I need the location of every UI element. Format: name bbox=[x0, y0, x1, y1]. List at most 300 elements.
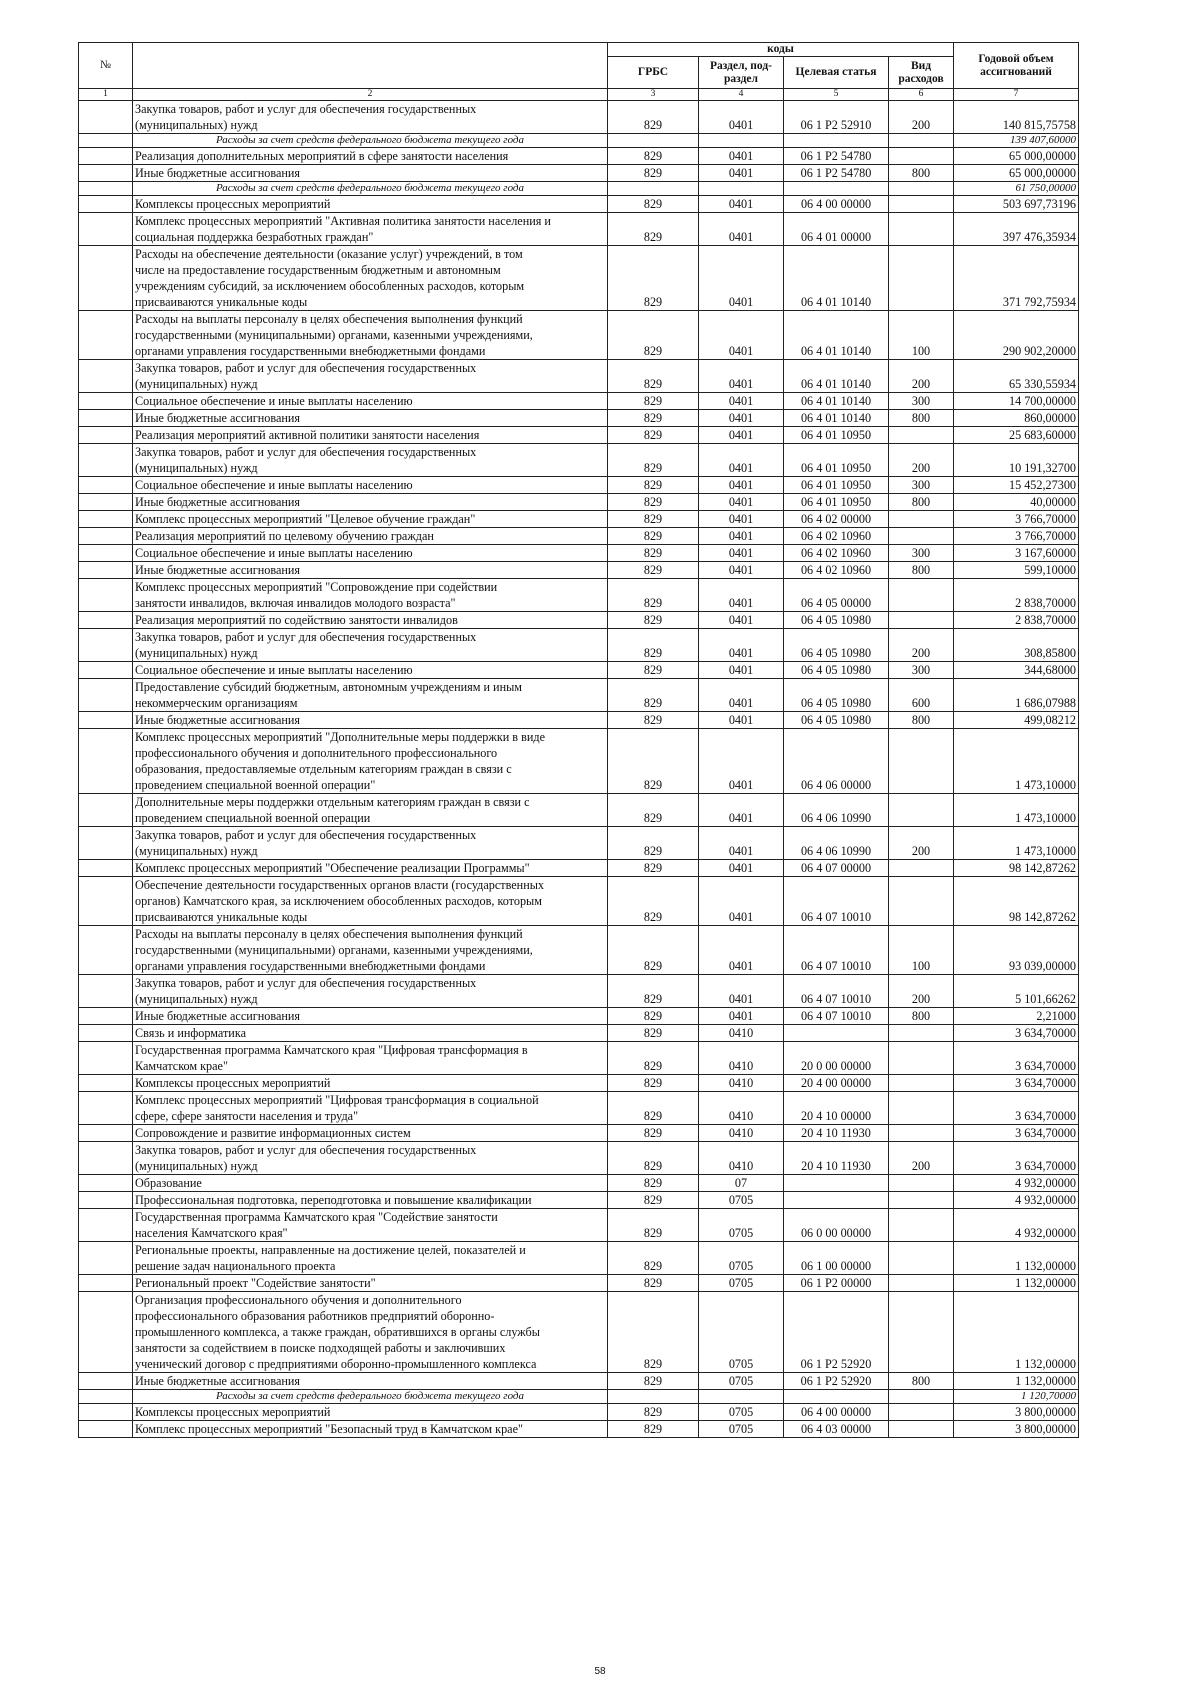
header-codes: коды bbox=[608, 43, 954, 57]
table-row bbox=[79, 545, 1079, 562]
target-article-cell: 06 4 06 10990 bbox=[784, 794, 889, 827]
header-name bbox=[133, 43, 608, 89]
target-article-cell: 06 4 01 10950 bbox=[784, 477, 889, 494]
annual-amount-cell: 3 634,70000 bbox=[954, 1042, 1079, 1075]
table-row bbox=[79, 511, 1079, 528]
row-number-cell bbox=[79, 360, 133, 393]
row-number-cell bbox=[79, 477, 133, 494]
table-row bbox=[79, 1175, 1079, 1192]
table-row bbox=[79, 975, 1079, 1008]
table-row bbox=[79, 1092, 1079, 1125]
expense-kind-cell: 200 bbox=[889, 360, 954, 393]
expense-name-cell: Региональные проекты, направленные на достижение целей, показателей и решение задач национального проекта bbox=[133, 1242, 608, 1275]
expense-kind-cell bbox=[889, 1175, 954, 1192]
table-row bbox=[79, 562, 1079, 579]
target-article-cell: 06 1 P2 54780 bbox=[784, 165, 889, 182]
table-row bbox=[79, 1292, 1079, 1373]
expense-name-cell: Комплекс процессных мероприятий "Обеспечение реализации Программы" bbox=[133, 860, 608, 877]
federal-budget-label: Расходы за счет средств федерального бюджета текущего года bbox=[133, 1390, 608, 1404]
target-article-cell: 06 4 01 10140 bbox=[784, 393, 889, 410]
row-number-cell bbox=[79, 827, 133, 860]
section-cell: 07 bbox=[699, 1175, 784, 1192]
grbs-cell: 829 bbox=[608, 393, 699, 410]
grbs-cell: 829 bbox=[608, 1404, 699, 1421]
expense-kind-cell: 800 bbox=[889, 410, 954, 427]
expense-name-cell: Социальное обеспечение и иные выплаты населению bbox=[133, 477, 608, 494]
table-row bbox=[79, 528, 1079, 545]
target-article-cell: 20 4 00 00000 bbox=[784, 1075, 889, 1092]
grbs-cell bbox=[608, 1390, 699, 1404]
expense-name-cell: Иные бюджетные ассигнования bbox=[133, 1373, 608, 1390]
expense-kind-cell bbox=[889, 1209, 954, 1242]
grbs-cell: 829 bbox=[608, 311, 699, 360]
expense-kind-cell bbox=[889, 196, 954, 213]
target-article-cell: 06 4 01 00000 bbox=[784, 213, 889, 246]
grbs-cell: 829 bbox=[608, 975, 699, 1008]
annual-amount-cell: 308,85800 bbox=[954, 629, 1079, 662]
target-article-cell: 06 4 02 10960 bbox=[784, 528, 889, 545]
target-article-cell: 06 4 07 10010 bbox=[784, 877, 889, 926]
expense-name-cell: Реализация дополнительных мероприятий в сфере занятости населения bbox=[133, 148, 608, 165]
expense-kind-cell: 200 bbox=[889, 629, 954, 662]
row-number-cell bbox=[79, 662, 133, 679]
expense-kind-cell: 300 bbox=[889, 393, 954, 410]
expense-name-cell: Комплексы процессных мероприятий bbox=[133, 196, 608, 213]
section-cell: 0410 bbox=[699, 1075, 784, 1092]
annual-amount-cell: 4 932,00000 bbox=[954, 1209, 1079, 1242]
expense-kind-cell bbox=[889, 148, 954, 165]
target-article-cell bbox=[784, 134, 889, 148]
expense-kind-cell: 200 bbox=[889, 827, 954, 860]
target-article-cell: 06 4 05 10980 bbox=[784, 662, 889, 679]
row-number-cell bbox=[79, 1042, 133, 1075]
expense-kind-cell bbox=[889, 1075, 954, 1092]
table-row bbox=[79, 410, 1079, 427]
expense-kind-cell: 800 bbox=[889, 712, 954, 729]
expense-name-cell: Социальное обеспечение и иные выплаты населению bbox=[133, 662, 608, 679]
row-number-cell bbox=[79, 1292, 133, 1373]
table-row bbox=[79, 860, 1079, 877]
row-number-cell bbox=[79, 1075, 133, 1092]
table-row bbox=[79, 712, 1079, 729]
row-number-cell bbox=[79, 794, 133, 827]
expense-kind-cell bbox=[889, 612, 954, 629]
expense-kind-cell bbox=[889, 729, 954, 794]
expense-name-cell: Закупка товаров, работ и услуг для обеспечения государственных (муниципальных) нужд bbox=[133, 629, 608, 662]
target-article-cell: 06 4 01 10950 bbox=[784, 444, 889, 477]
expense-kind-cell bbox=[889, 1275, 954, 1292]
annual-amount-cell: 3 634,70000 bbox=[954, 1075, 1079, 1092]
expense-name-cell: Закупка товаров, работ и услуг для обеспечения государственных (муниципальных) нужд bbox=[133, 827, 608, 860]
grbs-cell: 829 bbox=[608, 196, 699, 213]
section-cell bbox=[699, 1390, 784, 1404]
annual-amount-cell: 860,00000 bbox=[954, 410, 1079, 427]
grbs-cell: 829 bbox=[608, 148, 699, 165]
expense-name-cell: Государственная программа Камчатского края "Цифровая трансформация в Камчатском крае" bbox=[133, 1042, 608, 1075]
budget-table bbox=[78, 42, 1079, 1438]
target-article-cell: 06 4 02 10960 bbox=[784, 545, 889, 562]
expense-name-cell: Расходы на выплаты персоналу в целях обеспечения выполнения функций государственными (муниципальными) органами, казенными учреждениями, органами управления государственными внебюджетными фондами bbox=[133, 311, 608, 360]
annual-amount-cell: 371 792,75934 bbox=[954, 246, 1079, 311]
target-article-cell: 06 4 07 10010 bbox=[784, 1008, 889, 1025]
section-cell: 0401 bbox=[699, 311, 784, 360]
section-cell: 0410 bbox=[699, 1125, 784, 1142]
section-cell: 0401 bbox=[699, 1008, 784, 1025]
table-row bbox=[79, 794, 1079, 827]
grbs-cell: 829 bbox=[608, 612, 699, 629]
grbs-cell: 829 bbox=[608, 1142, 699, 1175]
grbs-cell: 829 bbox=[608, 712, 699, 729]
target-article-cell: 06 1 P2 52920 bbox=[784, 1373, 889, 1390]
target-article-cell: 06 1 P2 52920 bbox=[784, 1292, 889, 1373]
row-number-cell bbox=[79, 1142, 133, 1175]
table-row bbox=[79, 1142, 1079, 1175]
annual-amount-cell: 1 473,10000 bbox=[954, 794, 1079, 827]
annual-amount-cell: 503 697,73196 bbox=[954, 196, 1079, 213]
row-number-cell bbox=[79, 148, 133, 165]
grbs-cell: 829 bbox=[608, 827, 699, 860]
target-article-cell: 06 4 05 10980 bbox=[784, 712, 889, 729]
expense-kind-cell bbox=[889, 794, 954, 827]
expense-kind-cell bbox=[889, 182, 954, 196]
row-number-cell bbox=[79, 1275, 133, 1292]
expense-name-cell: Закупка товаров, работ и услуг для обеспечения государственных (муниципальных) нужд bbox=[133, 360, 608, 393]
section-cell: 0401 bbox=[699, 877, 784, 926]
grbs-cell: 829 bbox=[608, 360, 699, 393]
section-cell: 0401 bbox=[699, 562, 784, 579]
table-row bbox=[79, 1192, 1079, 1209]
target-article-cell: 20 4 10 11930 bbox=[784, 1125, 889, 1142]
grbs-cell: 829 bbox=[608, 1242, 699, 1275]
section-cell: 0401 bbox=[699, 511, 784, 528]
expense-kind-cell: 800 bbox=[889, 165, 954, 182]
annual-amount-cell: 65 000,00000 bbox=[954, 148, 1079, 165]
table-row bbox=[79, 1275, 1079, 1292]
table-row bbox=[79, 165, 1079, 182]
row-number-cell bbox=[79, 1192, 133, 1209]
col-number: 5 bbox=[784, 89, 889, 101]
grbs-cell: 829 bbox=[608, 860, 699, 877]
federal-budget-amount: 1 120,70000 bbox=[954, 1390, 1079, 1404]
table-row bbox=[79, 360, 1079, 393]
annual-amount-cell: 397 476,35934 bbox=[954, 213, 1079, 246]
table-row bbox=[79, 612, 1079, 629]
expense-kind-cell bbox=[889, 511, 954, 528]
target-article-cell: 06 4 01 10950 bbox=[784, 494, 889, 511]
row-number-cell bbox=[79, 246, 133, 311]
expense-kind-cell bbox=[889, 427, 954, 444]
grbs-cell bbox=[608, 182, 699, 196]
expense-kind-cell bbox=[889, 246, 954, 311]
expense-kind-cell: 100 bbox=[889, 311, 954, 360]
annual-amount-cell: 1 686,07988 bbox=[954, 679, 1079, 712]
grbs-cell: 829 bbox=[608, 1209, 699, 1242]
target-article-cell: 06 4 00 00000 bbox=[784, 196, 889, 213]
row-number-cell bbox=[79, 629, 133, 662]
expense-kind-cell bbox=[889, 579, 954, 612]
expense-kind-cell bbox=[889, 213, 954, 246]
expense-name-cell: Региональный проект "Содействие занятости" bbox=[133, 1275, 608, 1292]
grbs-cell: 829 bbox=[608, 444, 699, 477]
section-cell: 0705 bbox=[699, 1404, 784, 1421]
expense-name-cell: Комплексы процессных мероприятий bbox=[133, 1075, 608, 1092]
section-cell: 0401 bbox=[699, 360, 784, 393]
target-article-cell: 06 4 05 10980 bbox=[784, 629, 889, 662]
section-cell: 0401 bbox=[699, 148, 784, 165]
annual-amount-cell: 3 800,00000 bbox=[954, 1421, 1079, 1438]
section-cell: 0705 bbox=[699, 1192, 784, 1209]
annual-amount-cell: 65 000,00000 bbox=[954, 165, 1079, 182]
row-number-cell bbox=[79, 562, 133, 579]
table-row bbox=[79, 827, 1079, 860]
annual-amount-cell: 4 932,00000 bbox=[954, 1192, 1079, 1209]
table-row bbox=[79, 1242, 1079, 1275]
row-number-cell bbox=[79, 1404, 133, 1421]
row-number-cell bbox=[79, 975, 133, 1008]
row-number-cell bbox=[79, 165, 133, 182]
expense-kind-cell: 200 bbox=[889, 444, 954, 477]
expense-name-cell: Закупка товаров, работ и услуг для обеспечения государственных (муниципальных) нужд bbox=[133, 444, 608, 477]
section-cell: 0401 bbox=[699, 612, 784, 629]
target-article-cell: 06 1 P2 54780 bbox=[784, 148, 889, 165]
annual-amount-cell: 15 452,27300 bbox=[954, 477, 1079, 494]
target-article-cell: 06 4 01 10140 bbox=[784, 246, 889, 311]
expense-kind-cell bbox=[889, 1192, 954, 1209]
expense-name-cell: Социальное обеспечение и иные выплаты населению bbox=[133, 393, 608, 410]
header-target-article: Целевая статья bbox=[784, 57, 889, 89]
header-expense-kind: Вид расходов bbox=[889, 57, 954, 89]
expense-kind-cell: 800 bbox=[889, 1373, 954, 1390]
expense-name-cell: Закупка товаров, работ и услуг для обеспечения государственных (муниципальных) нужд bbox=[133, 101, 608, 134]
expense-name-cell: Комплекс процессных мероприятий "Сопровождение при содействии занятости инвалидов, включая инвалидов молодого возраста" bbox=[133, 579, 608, 612]
table-row bbox=[79, 729, 1079, 794]
target-article-cell: 06 4 05 00000 bbox=[784, 579, 889, 612]
target-article-cell: 06 1 00 00000 bbox=[784, 1242, 889, 1275]
target-article-cell bbox=[784, 1192, 889, 1209]
annual-amount-cell: 2 838,70000 bbox=[954, 612, 1079, 629]
table-row bbox=[79, 477, 1079, 494]
page-number: 58 bbox=[594, 1666, 606, 1677]
section-cell: 0401 bbox=[699, 196, 784, 213]
section-cell: 0401 bbox=[699, 427, 784, 444]
grbs-cell: 829 bbox=[608, 1042, 699, 1075]
header-annual-volume: Годовой объем ассигнований bbox=[954, 43, 1079, 89]
target-article-cell: 20 4 10 00000 bbox=[784, 1092, 889, 1125]
header-num: № bbox=[79, 43, 133, 89]
row-number-cell bbox=[79, 1125, 133, 1142]
section-cell: 0401 bbox=[699, 528, 784, 545]
section-cell: 0705 bbox=[699, 1209, 784, 1242]
grbs-cell: 829 bbox=[608, 662, 699, 679]
grbs-cell: 829 bbox=[608, 477, 699, 494]
expense-kind-cell: 200 bbox=[889, 975, 954, 1008]
target-article-cell: 06 4 02 00000 bbox=[784, 511, 889, 528]
row-number-cell bbox=[79, 494, 133, 511]
section-cell: 0401 bbox=[699, 860, 784, 877]
budget-table-container bbox=[78, 42, 1079, 1438]
row-number-cell bbox=[79, 393, 133, 410]
federal-budget-row bbox=[79, 1390, 1079, 1404]
grbs-cell: 829 bbox=[608, 1025, 699, 1042]
annual-amount-cell: 2,21000 bbox=[954, 1008, 1079, 1025]
row-number-cell bbox=[79, 612, 133, 629]
expense-kind-cell: 300 bbox=[889, 545, 954, 562]
row-number-cell bbox=[79, 579, 133, 612]
row-number-cell bbox=[79, 712, 133, 729]
grbs-cell: 829 bbox=[608, 545, 699, 562]
grbs-cell: 829 bbox=[608, 1192, 699, 1209]
expense-kind-cell bbox=[889, 1242, 954, 1275]
target-article-cell: 06 4 07 10010 bbox=[784, 926, 889, 975]
row-number-cell bbox=[79, 213, 133, 246]
table-row bbox=[79, 148, 1079, 165]
annual-amount-cell: 40,00000 bbox=[954, 494, 1079, 511]
expense-name-cell: Связь и информатика bbox=[133, 1025, 608, 1042]
expense-kind-cell: 800 bbox=[889, 562, 954, 579]
target-article-cell: 06 4 06 10990 bbox=[784, 827, 889, 860]
expense-name-cell: Дополнительные меры поддержки отдельным категориям граждан в связи с проведением специальной военной операции bbox=[133, 794, 608, 827]
section-cell: 0401 bbox=[699, 975, 784, 1008]
expense-name-cell: Реализация мероприятий по содействию занятости инвалидов bbox=[133, 612, 608, 629]
expense-name-cell: Иные бюджетные ассигнования bbox=[133, 562, 608, 579]
expense-name-cell: Иные бюджетные ассигнования bbox=[133, 165, 608, 182]
annual-amount-cell: 3 167,60000 bbox=[954, 545, 1079, 562]
target-article-cell: 06 4 06 00000 bbox=[784, 729, 889, 794]
row-number-cell bbox=[79, 729, 133, 794]
expense-name-cell: Обеспечение деятельности государственных органов власти (государственных органов) Камчатского края, за исключением обособленных расходов, которым присваиваются уникальные коды bbox=[133, 877, 608, 926]
section-cell: 0401 bbox=[699, 393, 784, 410]
annual-amount-cell: 3 634,70000 bbox=[954, 1125, 1079, 1142]
expense-name-cell: Закупка товаров, работ и услуг для обеспечения государственных (муниципальных) нужд bbox=[133, 975, 608, 1008]
section-cell: 0401 bbox=[699, 494, 784, 511]
target-article-cell: 20 4 10 11930 bbox=[784, 1142, 889, 1175]
table-row bbox=[79, 877, 1079, 926]
row-number-cell bbox=[79, 877, 133, 926]
row-number-cell bbox=[79, 511, 133, 528]
grbs-cell: 829 bbox=[608, 579, 699, 612]
grbs-cell: 829 bbox=[608, 1175, 699, 1192]
annual-amount-cell: 25 683,60000 bbox=[954, 427, 1079, 444]
row-number-cell bbox=[79, 1092, 133, 1125]
expense-name-cell: Сопровождение и развитие информационных систем bbox=[133, 1125, 608, 1142]
expense-kind-cell bbox=[889, 528, 954, 545]
grbs-cell: 829 bbox=[608, 1075, 699, 1092]
target-article-cell: 06 4 01 10140 bbox=[784, 410, 889, 427]
section-cell: 0401 bbox=[699, 213, 784, 246]
table-row bbox=[79, 1075, 1079, 1092]
table-row bbox=[79, 246, 1079, 311]
row-number-cell bbox=[79, 182, 133, 196]
grbs-cell: 829 bbox=[608, 926, 699, 975]
target-article-cell: 06 4 01 10950 bbox=[784, 427, 889, 444]
table-row bbox=[79, 926, 1079, 975]
grbs-cell: 829 bbox=[608, 410, 699, 427]
federal-budget-amount: 139 407,60000 bbox=[954, 134, 1079, 148]
grbs-cell: 829 bbox=[608, 101, 699, 134]
expense-kind-cell bbox=[889, 1025, 954, 1042]
target-article-cell: 06 4 02 10960 bbox=[784, 562, 889, 579]
section-cell: 0410 bbox=[699, 1025, 784, 1042]
table-body bbox=[79, 101, 1079, 1438]
expense-kind-cell bbox=[889, 1404, 954, 1421]
row-number-cell bbox=[79, 1209, 133, 1242]
annual-amount-cell: 140 815,75758 bbox=[954, 101, 1079, 134]
section-cell: 0705 bbox=[699, 1292, 784, 1373]
col-number: 3 bbox=[608, 89, 699, 101]
table-row bbox=[79, 1125, 1079, 1142]
annual-amount-cell: 3 766,70000 bbox=[954, 511, 1079, 528]
expense-kind-cell bbox=[889, 860, 954, 877]
section-cell: 0401 bbox=[699, 246, 784, 311]
section-cell: 0401 bbox=[699, 729, 784, 794]
expense-name-cell: Социальное обеспечение и иные выплаты населению bbox=[133, 545, 608, 562]
table-row bbox=[79, 213, 1079, 246]
annual-amount-cell: 10 191,32700 bbox=[954, 444, 1079, 477]
table-row bbox=[79, 629, 1079, 662]
row-number-cell bbox=[79, 134, 133, 148]
target-article-cell: 06 4 01 10140 bbox=[784, 360, 889, 393]
table-row bbox=[79, 1209, 1079, 1242]
target-article-cell bbox=[784, 1175, 889, 1192]
target-article-cell bbox=[784, 182, 889, 196]
row-number-cell bbox=[79, 860, 133, 877]
section-cell: 0401 bbox=[699, 926, 784, 975]
annual-amount-cell: 14 700,00000 bbox=[954, 393, 1079, 410]
expense-name-cell: Иные бюджетные ассигнования bbox=[133, 1008, 608, 1025]
expense-name-cell: Реализация мероприятий по целевому обучению граждан bbox=[133, 528, 608, 545]
expense-kind-cell bbox=[889, 1421, 954, 1438]
row-number-cell bbox=[79, 1421, 133, 1438]
grbs-cell: 829 bbox=[608, 1008, 699, 1025]
expense-name-cell: Иные бюджетные ассигнования bbox=[133, 410, 608, 427]
row-number-cell bbox=[79, 1242, 133, 1275]
table-row bbox=[79, 196, 1079, 213]
section-cell: 0705 bbox=[699, 1421, 784, 1438]
section-cell: 0401 bbox=[699, 629, 784, 662]
row-number-cell bbox=[79, 311, 133, 360]
expense-name-cell: Комплекс процессных мероприятий "Цифровая трансформация в социальной сфере, сфере занятости населения и труда" bbox=[133, 1092, 608, 1125]
table-row bbox=[79, 393, 1079, 410]
grbs-cell bbox=[608, 134, 699, 148]
expense-name-cell: Комплексы процессных мероприятий bbox=[133, 1404, 608, 1421]
col-number: 6 bbox=[889, 89, 954, 101]
row-number-cell bbox=[79, 1175, 133, 1192]
target-article-cell: 06 4 05 10980 bbox=[784, 612, 889, 629]
section-cell bbox=[699, 182, 784, 196]
table-row bbox=[79, 679, 1079, 712]
expense-kind-cell bbox=[889, 877, 954, 926]
expense-name-cell: Образование bbox=[133, 1175, 608, 1192]
row-number-cell bbox=[79, 1008, 133, 1025]
table-row bbox=[79, 662, 1079, 679]
annual-amount-cell: 499,08212 bbox=[954, 712, 1079, 729]
expense-name-cell: Закупка товаров, работ и услуг для обеспечения государственных (муниципальных) нужд bbox=[133, 1142, 608, 1175]
annual-amount-cell: 3 766,70000 bbox=[954, 528, 1079, 545]
section-cell: 0401 bbox=[699, 410, 784, 427]
target-article-cell: 06 4 01 10140 bbox=[784, 311, 889, 360]
expense-kind-cell: 600 bbox=[889, 679, 954, 712]
row-number-cell bbox=[79, 926, 133, 975]
target-article-cell: 20 0 00 00000 bbox=[784, 1042, 889, 1075]
annual-amount-cell: 344,68000 bbox=[954, 662, 1079, 679]
annual-amount-cell: 93 039,00000 bbox=[954, 926, 1079, 975]
section-cell: 0401 bbox=[699, 579, 784, 612]
target-article-cell: 06 0 00 00000 bbox=[784, 1209, 889, 1242]
section-cell: 0401 bbox=[699, 794, 784, 827]
annual-amount-cell: 290 902,20000 bbox=[954, 311, 1079, 360]
annual-amount-cell: 3 634,70000 bbox=[954, 1092, 1079, 1125]
table-row bbox=[79, 311, 1079, 360]
